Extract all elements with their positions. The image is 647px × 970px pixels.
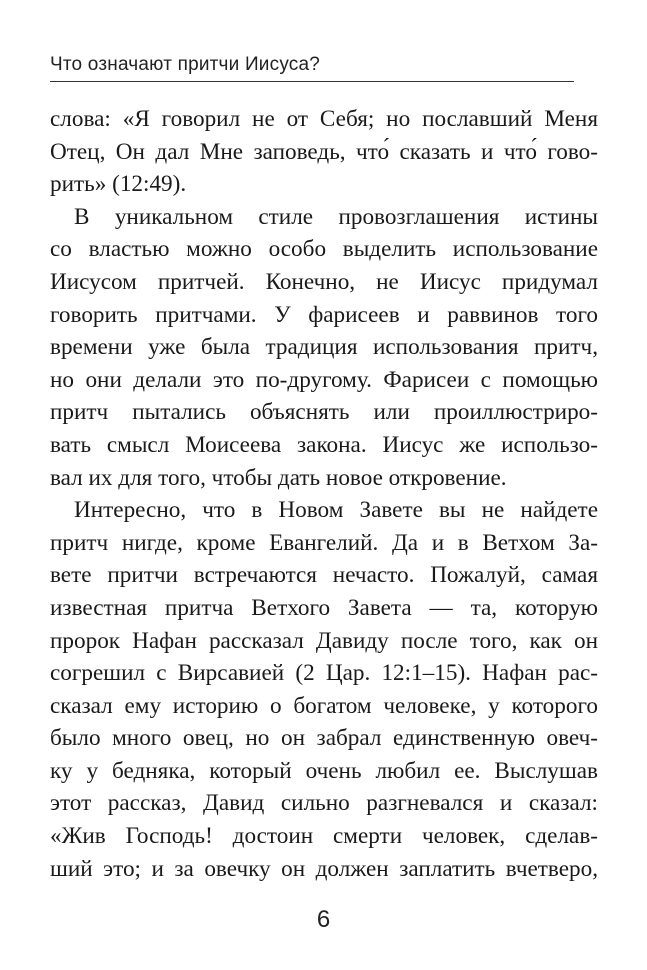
page-body	[50, 103, 598, 885]
running-header-title: Что означают притчи Иисуса?	[50, 54, 574, 82]
text-line: вать смысл Моисеева закона. Иисус же использо-	[50, 431, 598, 458]
paragraph-3	[50, 494, 598, 885]
text-line: Иисусом притчей. Конечно, не Иисус придумал	[50, 268, 598, 295]
text-line: ший это; и за овечку он должен заплатить вчетверо,	[50, 855, 598, 882]
text-line: Интересно, что в Новом Завете вы не найдете	[74, 497, 598, 524]
text-line: вал их для того, чтобы дать новое откровение.	[50, 464, 507, 491]
paragraph-2	[50, 201, 598, 494]
page-number: 6	[316, 906, 331, 933]
text-line: «Жив Господь! достоин смерти человек, сделав-	[50, 823, 598, 850]
text-line: говорить притчами. У фарисеев и раввинов того	[50, 301, 598, 328]
text-line: рить» (12:49).	[50, 171, 187, 198]
text-line: согрешил с Вирсавией (2 Цар. 12:1–15). Нафан рас-	[50, 660, 598, 687]
paragraph-1	[50, 103, 598, 201]
text-line: Отец, Он дал Мне заповедь, что́ сказать и что́ гово-	[50, 138, 598, 165]
text-line: времени уже была традиция использования притч,	[50, 334, 598, 361]
text-line: но они делали это по-другому. Фарисеи с помощью	[50, 366, 598, 393]
text-line: В уникальном стиле провозглашения истины	[74, 203, 598, 230]
text-line: со властью можно особо выделить использование	[50, 236, 598, 263]
text-line: сказал ему историю о богатом человеке, у которого	[50, 692, 598, 719]
text-line: ку у бедняка, который очень любил ее. Выслушав	[50, 757, 598, 784]
text-line: было много овец, но он забрал единственную овеч-	[50, 725, 598, 752]
text-line: этот рассказ, Давид сильно разгневался и сказал:	[50, 790, 598, 817]
text-line: пророк Нафан рассказал Давиду после того, как он	[50, 627, 598, 654]
text-line: слова: «Я говорил не от Себя; но пославший Меня	[50, 106, 598, 132]
text-line: известная притча Ветхого Завета — та, которую	[50, 594, 598, 621]
text-line: притч нигде, кроме Евангелий. Да и в Ветхом За-	[50, 529, 598, 556]
text-line: вете притчи встречаются нечасто. Пожалуй, самая	[50, 562, 598, 589]
text-line: притч пытались объяснять или проиллюстриро-	[50, 399, 598, 426]
